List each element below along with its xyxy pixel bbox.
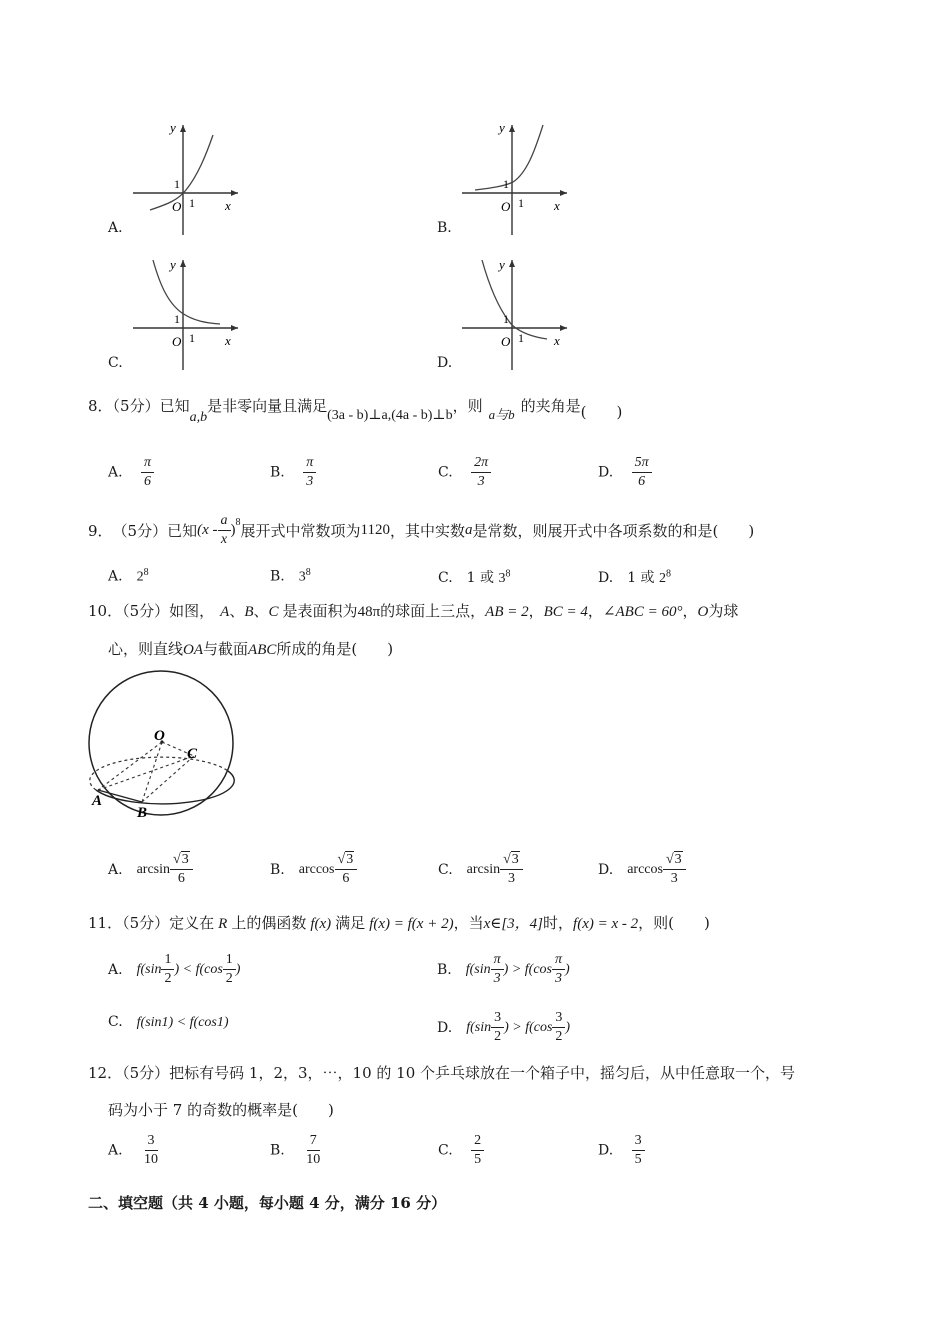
question-10-line2: 心，则直线OA与截面ABC所成的角是( ): [108, 640, 394, 658]
graph-d-x-one: 1: [518, 331, 524, 345]
q11-score: （5分）: [122, 914, 170, 932]
q10-text2: 是表面积为: [282, 602, 358, 620]
q9-text4: 是常数，则展开式中各项系数的和是: [472, 522, 713, 541]
graph-d-figure: [437, 255, 577, 375]
q9-options: [108, 567, 828, 589]
q12-number: 12．: [88, 1064, 123, 1082]
q10-option-c[interactable]: C. arcsin $\frac{√3}{3}$: [438, 852, 523, 887]
q12-line2: 码为小于 7 的奇数的概率是: [108, 1101, 293, 1119]
graph-a-x-one: 1: [189, 196, 195, 210]
q10-bc: BC = 4: [543, 604, 588, 620]
q8-condition: (3a - b)⊥a,(4a - b)⊥b: [327, 408, 453, 423]
q12-option-c[interactable]: C. $\frac{2}{5}$: [438, 1133, 484, 1168]
graph-option-a[interactable]: [108, 120, 248, 240]
q10-options: [108, 852, 828, 900]
q8-vectors: a,b: [189, 410, 208, 425]
q10-point-a: A: [220, 604, 230, 620]
q10-option-d[interactable]: D. arccos $\frac{√3}{3}$: [598, 852, 686, 887]
graph-b-x-label: x: [554, 198, 560, 213]
q9-text1: 已知: [167, 522, 198, 541]
q8-paren: ( ): [580, 403, 623, 421]
q11-paren: ( ): [668, 914, 710, 932]
question-12: [88, 1062, 795, 1083]
q8-option-b[interactable]: B. $\frac{\pi}{3}$: [270, 455, 316, 490]
q8-text3: ，则: [452, 397, 483, 415]
graph-d-x-label: x: [554, 333, 560, 348]
q10-ab: AB = 2: [485, 604, 529, 620]
q9-text3: ，其中实数: [389, 522, 465, 541]
q8-text1: 已知: [159, 397, 190, 415]
q10-sphere-figure: [84, 670, 244, 830]
q11-xin: x∈[3，4]: [483, 916, 544, 932]
q12-option-b[interactable]: B. $\frac{7}{10}$: [270, 1133, 321, 1168]
q9-value: 1120: [360, 522, 390, 539]
q12-score: （5分）: [122, 1064, 170, 1082]
q9-number: 9．: [88, 522, 113, 541]
graph-d-origin-label: O: [501, 334, 511, 349]
q12-paren: ( ): [292, 1101, 334, 1119]
q8-option-c[interactable]: C. $\frac{2\pi}{3}$: [438, 455, 491, 490]
q9-expr-frac: $\frac{a}{x}$: [218, 513, 231, 548]
q11-option-a[interactable]: A. f(sin $\frac{1}{2}$ ) < f(cos $\frac{1}{2}$ ): [108, 952, 241, 987]
q8-pair: a与b: [488, 407, 515, 422]
sphere-label-c: C: [187, 746, 198, 762]
graph-c-x-label: x: [225, 333, 231, 348]
q10-score: （5分）: [122, 602, 170, 620]
graph-a-label: A.: [108, 220, 123, 236]
section-2-title: 二、填空题（共 4 小题，每小题 4 分，满分 16 分）: [88, 1194, 447, 1212]
q10-number: 10．: [88, 602, 123, 620]
q12-line1: 把标有号码 1，2，3，⋯，10 的 10 个乒乓球放在一个箱子中，摇匀后，从中任意取一个，号: [169, 1064, 796, 1082]
q10-option-a[interactable]: A. arcsin $\frac{√3}{6}$: [108, 852, 193, 887]
q9-score: （5分）: [112, 522, 168, 541]
graph-c-x-one: 1: [189, 331, 195, 345]
graph-c-y-one: 1: [174, 312, 180, 326]
q9-option-d[interactable]: D. 1 或 $2^8$: [598, 568, 671, 586]
q11-fx: f(x): [310, 916, 332, 932]
q9-expr-pow: 8: [235, 517, 241, 529]
q8-number: 8．: [88, 397, 113, 415]
q10-area: 48π: [357, 604, 381, 620]
q10-center: O: [697, 604, 709, 620]
graph-c-label: C.: [108, 355, 123, 371]
sphere-label-b: B: [137, 805, 148, 821]
q11-option-c[interactable]: C. f(sin1) < f(cos1): [108, 1014, 229, 1030]
q10-oa: OA: [183, 642, 204, 658]
graph-option-b[interactable]: [437, 120, 577, 240]
graph-option-c[interactable]: [108, 255, 248, 375]
graph-b-label: B.: [437, 220, 452, 236]
q9-text2: 展开式中常数项为: [240, 522, 361, 541]
q12-option-d[interactable]: D. $\frac{3}{5}$: [598, 1133, 645, 1168]
question-10: 10．（5分）如图， A、B、C 是表面积为48π的球面上三点，AB = 2，BC = 4，∠ABC = 60°，O为球: [88, 602, 739, 620]
q10-text4: 为球: [708, 602, 739, 620]
q9-option-a[interactable]: A. $2^8$: [108, 567, 149, 585]
graph-c-origin-label: O: [172, 334, 182, 349]
q9-paren: ( ): [712, 522, 755, 541]
q10-point-b: B: [244, 604, 254, 620]
q11-number: 11．: [88, 914, 123, 932]
q8-score: （5分）: [112, 397, 160, 415]
q8-option-d[interactable]: D. $\frac{5\pi}{6}$: [598, 455, 652, 490]
q10-point-c: C: [268, 604, 279, 620]
graph-option-d[interactable]: [437, 255, 577, 375]
q9-option-b[interactable]: B. $3^8$: [270, 567, 311, 585]
q10-option-b[interactable]: B. arccos $\frac{√3}{6}$: [270, 852, 357, 887]
q11-eq: f(x) = f(x + 2): [369, 916, 454, 932]
q8-options: [108, 455, 828, 499]
graph-a-y-label: y: [170, 120, 176, 135]
graph-c-figure: [108, 255, 248, 375]
graph-b-y-label: y: [499, 120, 505, 135]
q9-option-c[interactable]: C. 1 或 $3^8$: [438, 568, 511, 586]
graph-a-x-label: x: [225, 198, 231, 213]
question-9: [88, 513, 754, 548]
question-8: [88, 395, 623, 425]
q9-expr-open: (x -: [197, 522, 218, 539]
q10-text3: 的球面上三点，: [380, 602, 486, 620]
q11-r: R: [218, 916, 228, 932]
sphere-label-a: A: [92, 793, 103, 809]
question-11: 11．（5分）定义在 R 上的偶函数 f(x) 满足 f(x) = f(x + 2)，当x∈[3，4]时，f(x) = x - 2，则( ): [88, 914, 710, 932]
q12-option-a[interactable]: A. $\frac{3}{10}$: [108, 1133, 159, 1168]
q12-options: [108, 1133, 828, 1177]
q10-angle: ∠ABC = 60°: [602, 604, 683, 620]
sphere-label-o: O: [154, 728, 165, 744]
q8-text4: 的夹角是: [520, 397, 581, 415]
graph-d-y-one: 1: [503, 312, 509, 326]
graph-d-label: D.: [437, 355, 453, 371]
q8-text2: 是非零向量且满足: [207, 397, 328, 415]
graph-a-origin-label: O: [172, 199, 182, 214]
q9-var: a: [465, 522, 473, 539]
graph-b-y-one: 1: [503, 177, 509, 191]
graph-b-origin-label: O: [501, 199, 511, 214]
graph-b-x-one: 1: [518, 196, 524, 210]
q10-abc: ABC: [248, 642, 277, 658]
q11-option-d[interactable]: D. f(sin $\frac{3}{2}$ ) > f(cos $\frac{3}{2}$ ): [437, 1010, 571, 1045]
question-12-line2: [108, 1099, 334, 1120]
graph-a-figure: [108, 120, 248, 240]
q11-option-b[interactable]: B. f(sin $\frac{\pi}{3}$ ) > f(cos $\frac{\pi}{3}$ ): [437, 952, 570, 987]
graph-d-y-label: y: [499, 257, 505, 272]
graph-a-y-one: 1: [174, 177, 180, 191]
q9-expr-close: ): [230, 522, 236, 539]
q10-paren: ( ): [351, 640, 394, 658]
graph-b-figure: [437, 120, 577, 240]
q8-option-a[interactable]: A. $\frac{\pi}{6}$: [108, 455, 154, 490]
q11-def: f(x) = x - 2: [573, 916, 639, 932]
graph-c-y-label: y: [170, 257, 176, 272]
q10-text1: 如图，: [169, 602, 215, 620]
